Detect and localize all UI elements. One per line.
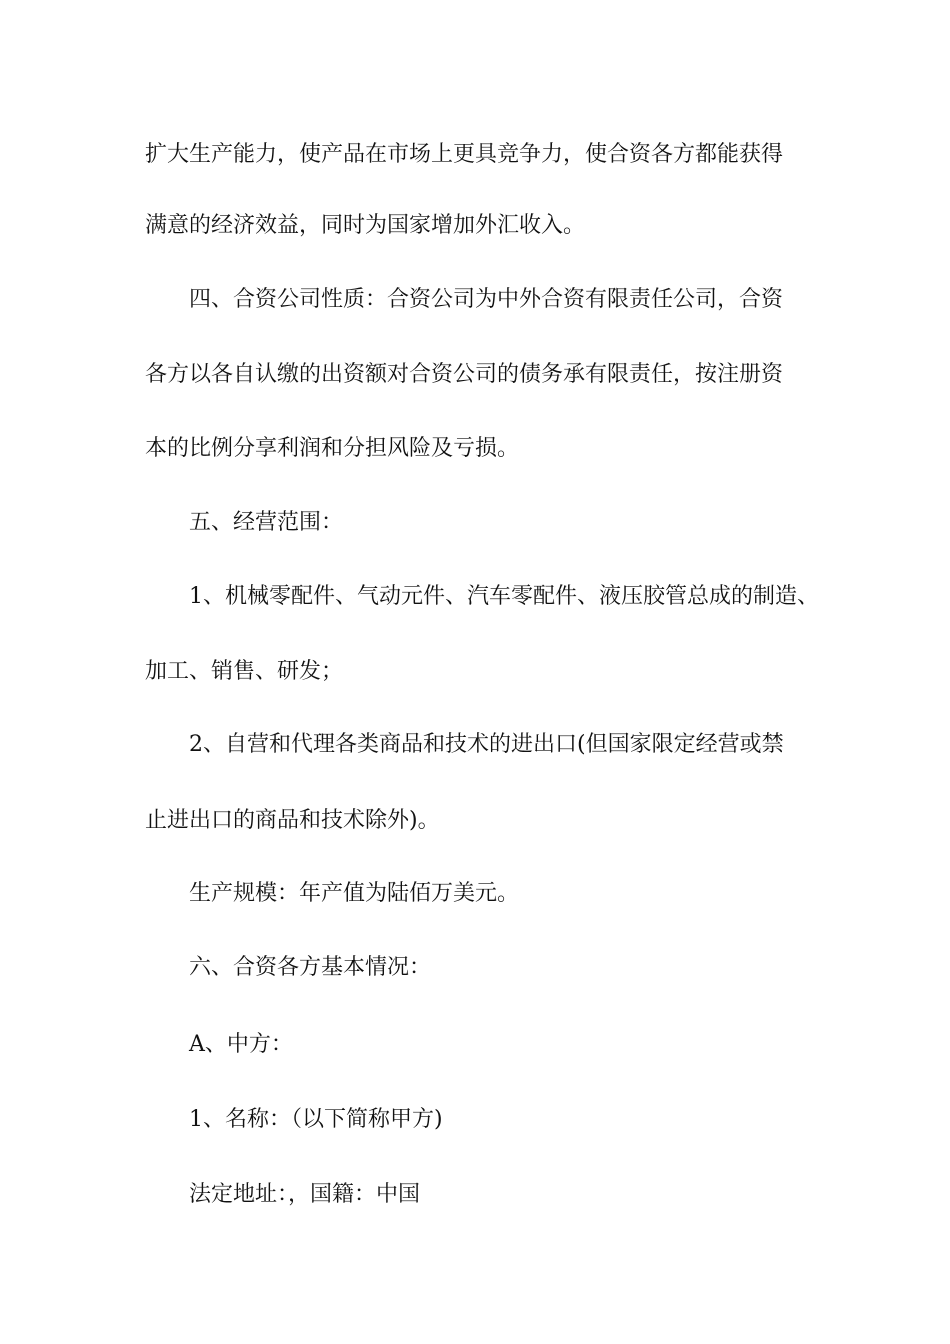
party-a-address-line: 法定地址：，国籍：中国 — [189, 1182, 421, 1207]
scope-item-1: 1、机械零配件、气动元件、汽车零配件、液压胶管总成的制造、 — [189, 584, 819, 609]
party-a-name-line: 1、名称：（以下简称甲方) — [189, 1107, 443, 1132]
paragraph-line: 止进出口的商品和技术除外)。 — [145, 808, 440, 833]
paragraph-line: 本的比例分享利润和分担风险及亏损。 — [145, 436, 520, 461]
scope-item-2: 2、自营和代理各类商品和技术的进出口(但国家限定经营或禁 — [189, 732, 784, 757]
section-six-heading: 六、合资各方基本情况： — [189, 955, 432, 980]
paragraph-line: 加工、销售、研发； — [145, 659, 344, 684]
paragraph-line: 满意的经济效益，同时为国家增加外汇收入。 — [145, 213, 586, 238]
production-scale-line: 生产规模：年产值为陆佰万美元。 — [189, 881, 520, 906]
section-five-heading: 五、经营范围： — [189, 510, 344, 535]
paragraph-line: 各方以各自认缴的出资额对合资公司的债务承有限责任，按注册资 — [145, 362, 784, 387]
party-a-heading: A、中方： — [189, 1032, 293, 1057]
paragraph-line: 扩大生产能力，使产品在市场上更具竞争力，使合资各方都能获得 — [145, 142, 784, 167]
section-four-line: 四、合资公司性质：合资公司为中外合资有限责任公司，合资 — [189, 287, 784, 312]
